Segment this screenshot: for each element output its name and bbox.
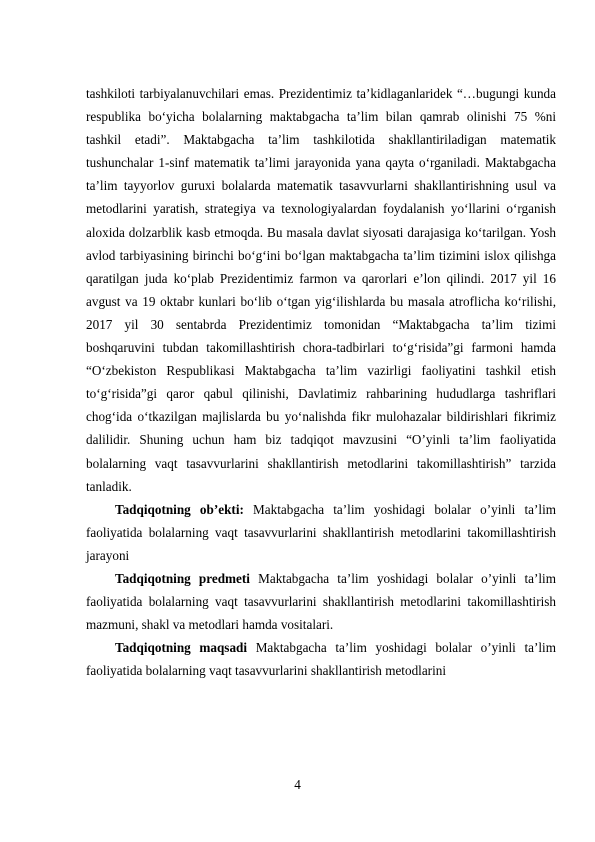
research-goal-text: Maktabgacha ta’lim yoshidagi bolalar o’yinli ta’lim faoliyatida bolalarning vaqt tasavvurlarini shakllantirish metodlarini — [86, 640, 556, 679]
paragraph-research-goal — [86, 636, 556, 682]
research-goal-label: Tadqiqotning maqsadi — [115, 640, 248, 656]
research-subject-label: Tadqiqotning predmeti — [115, 570, 250, 586]
research-object-label: Tadqiqotning ob’ekti: — [115, 501, 244, 517]
page-number: 4 — [294, 777, 301, 792]
document-body — [86, 82, 556, 682]
paragraph-research-subject — [86, 567, 556, 636]
paragraph-intro: tashkiloti tarbiyalanuvchilari emas. Prezidentimiz ta’kidlaganlaridek “…bugungi kunda respublika bo‘yicha bolalarning maktabgacha ta’lim bilan qamrab olinishi 75 %ni tashkil etadi”. Maktabgacha ta’lim tashkilotida shakllantiriladigan matematik tushunchalar 1-sinf matematik ta’limi jarayonida yana qayta o‘rganiladi. Maktabgacha ta’lim tayyorlov guruxi bolalarda matematik tasavvurlarni shakllantirishning usul va metodlarini yaratish, strategiya va texnologiyalardan foydalanish yo‘llarini o‘rganish aloxida dolzarblik kasb etmoqda. Bu masala davlat siyosati darajasiga ko‘tarilgan. Yosh avlod tarbiyasining birinchi bo‘g‘ini bo‘lgan maktabgacha ta’lim tizimini islox qilishga qaratilgan juda ko‘plab Prezidentimiz farmon va qarorlari e’lon qilindi. 2017 yil 16 avgust va 19 oktabr kunlari bo‘lib o‘tgan yig‘ilishlarda bu masala atroflicha ko‘rilishi, 2017 yil 30 sentabrda Prezidentimiz tomonidan “Maktabgacha ta’lim tizimi boshqaruvini tubdan takomillashtirish chora-tadbirlari to‘g‘risida”gi farmoni hamda “O‘zbekiston Respublikasi Maktabgacha ta’lim vazirligi faoliyatini tashkil etish to‘g‘risida”gi qaror qabul qilinishi, Davlatimiz rahbarining hududlarga tashriflari chog‘ida o‘tkazilgan majlislarda bu yo‘nalishda fikr mulohazalar bildirishlari fikrimiz dalilidir. Shuning uchun ham biz tadqiqot mavzusini “O’yinli ta’lim faoliyatida bolalarning vaqt tasavvurlarini shakllantirish metodlarini takomillashtirish” tarzida tanladik. — [86, 86, 556, 494]
research-subject-text: Maktabgacha ta’lim yoshidagi bolalar o’yinli ta’lim faoliyatida bolalarning vaqt tasavvurlarini shakllantirish metodlarini takomillashtirish mazmuni, shakl va metodlari hamda vositalari. — [86, 570, 556, 633]
research-object-text: Maktabgacha ta’lim yoshidagi bolalar o’yinli ta’lim faoliyatida bolalarning vaqt tasavvurlarini shakllantirish metodlarini takomillashtirish jarayoni — [86, 501, 556, 563]
paragraph-research-object — [86, 498, 556, 567]
